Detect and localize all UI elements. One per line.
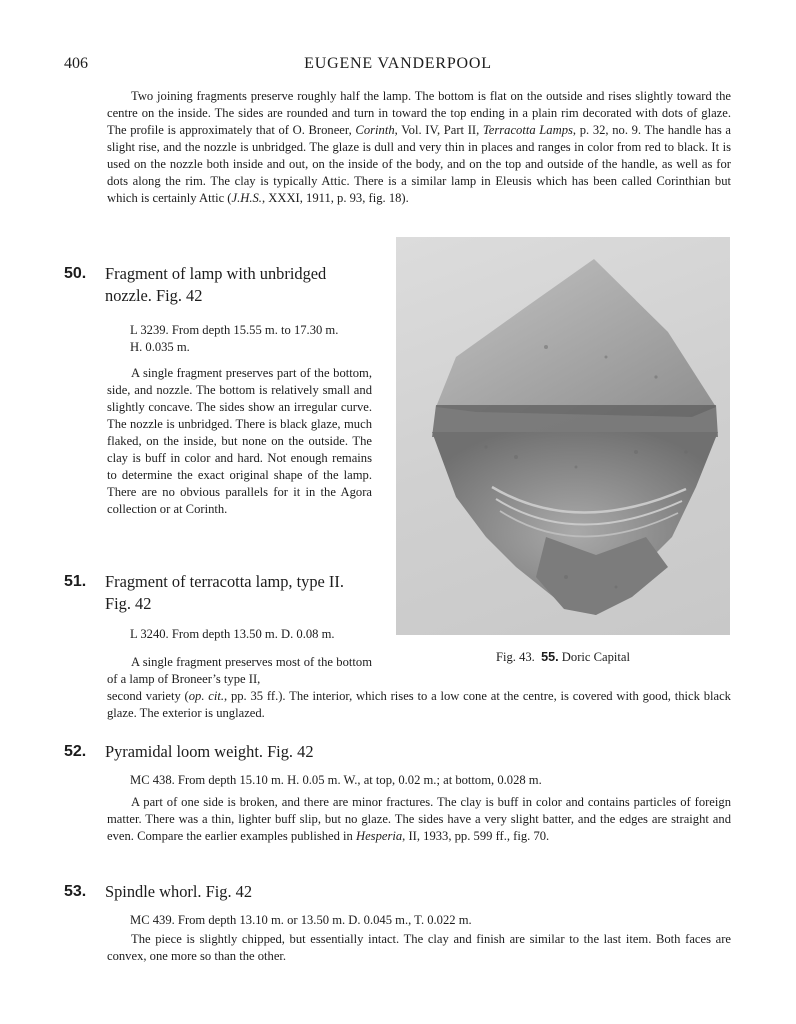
entry-number: 50.	[64, 265, 87, 282]
entry-text: A single fragment preserves part of the bottom, side, and nozzle. The bottom is relatively small and slightly concave. The sides show an irregular curve. The nozzle is unbridged. There is black glaze, much flaked, on the inside, but none on the outside. The clay is buff in color and hard. Not enough remains to determine the exact original shape of the lamp. There are no obvious parallels for it in the Agora collection or at Corinth.	[107, 366, 372, 516]
entry-text: The piece is slightly chipped, but essentially intact. The clay and finish are similar to the last item. Both faces are convex, one more so than the other.	[107, 932, 731, 963]
doric-capital-photo	[396, 237, 730, 635]
entry-text: A single fragment preserves most of the bottom of a lamp of Broneer’s type II,	[107, 655, 372, 686]
entry-meta: L 3239. From depth 15.55 m. to 17.30 m. H. 0.035 m.	[130, 323, 339, 354]
entry-number: 51.	[64, 573, 87, 590]
entry-title: Spindle whorl. Fig. 42	[105, 882, 253, 901]
entry-number: 53.	[64, 883, 87, 900]
entry-text: A part of one side is broken, and there are minor fractures. The clay is buff in color and contains particles of foreign matter. There was a thin, lighter buff slip, but no glaze. The sides have a very slight batter, and the edges are straight and even. Compare the earlier examples published in Hesperia, II, 1933, pp. 599 ff., fig. 70.	[107, 795, 731, 843]
figure-caption: Fig. 43. 55. Doric Capital	[495, 650, 630, 664]
entry-meta: MC 438. From depth 15.10 m. H. 0.05 m. W., at top, 0.02 m.; at bottom, 0.028 m.	[130, 773, 542, 787]
intro-paragraph: Two joining fragments preserve roughly half the lamp. The bottom is flat on the outside and rises slightly toward the centre on the inside. The sides are rounded and turn in toward the top ending in a plain rim decorated with dots of glaze. The profile is approximately that of O. Broneer, Corinth, Vol. IV, Part II, Terracotta Lamps, p. 32, no. 9. The handle has a slight rise, and the nozzle is unbridged. The glaze is dull and very thin in places and ranges in color from red to black. It is used on the nozzle both inside and out, on the inside of the body, and on the top and outside of the handle, as well as for dots along the rim. The clay is typically Attic. There is a similar lamp in Eleusis which has been called Corinthian but which is certainly Attic (J.H.S., XXXI, 1911, p. 93, fig. 18).	[107, 89, 732, 205]
running-title: EUGENE VANDERPOOL	[304, 55, 492, 72]
page-number: 406	[64, 55, 88, 72]
entry-number: 52.	[64, 743, 87, 760]
entry-meta: L 3240. From depth 13.50 m. D. 0.08 m.	[130, 627, 335, 641]
entry-title: Pyramidal loom weight. Fig. 42	[105, 742, 314, 761]
entry-text-continued: second variety (op. cit., pp. 35 ff.). The interior, which rises to a low cone at the centre, is covered with good, thick black glaze. The exterior is unglazed.	[107, 689, 731, 720]
entry-title: Fragment of terracotta lamp, type II. Fig. 42	[105, 572, 344, 613]
entry-meta: MC 439. From depth 13.10 m. or 13.50 m. D. 0.045 m., T. 0.022 m.	[130, 913, 472, 927]
entry-title: Fragment of lamp with unbridged nozzle. Fig. 42	[105, 264, 327, 305]
doric-capital-illustration	[396, 237, 730, 635]
